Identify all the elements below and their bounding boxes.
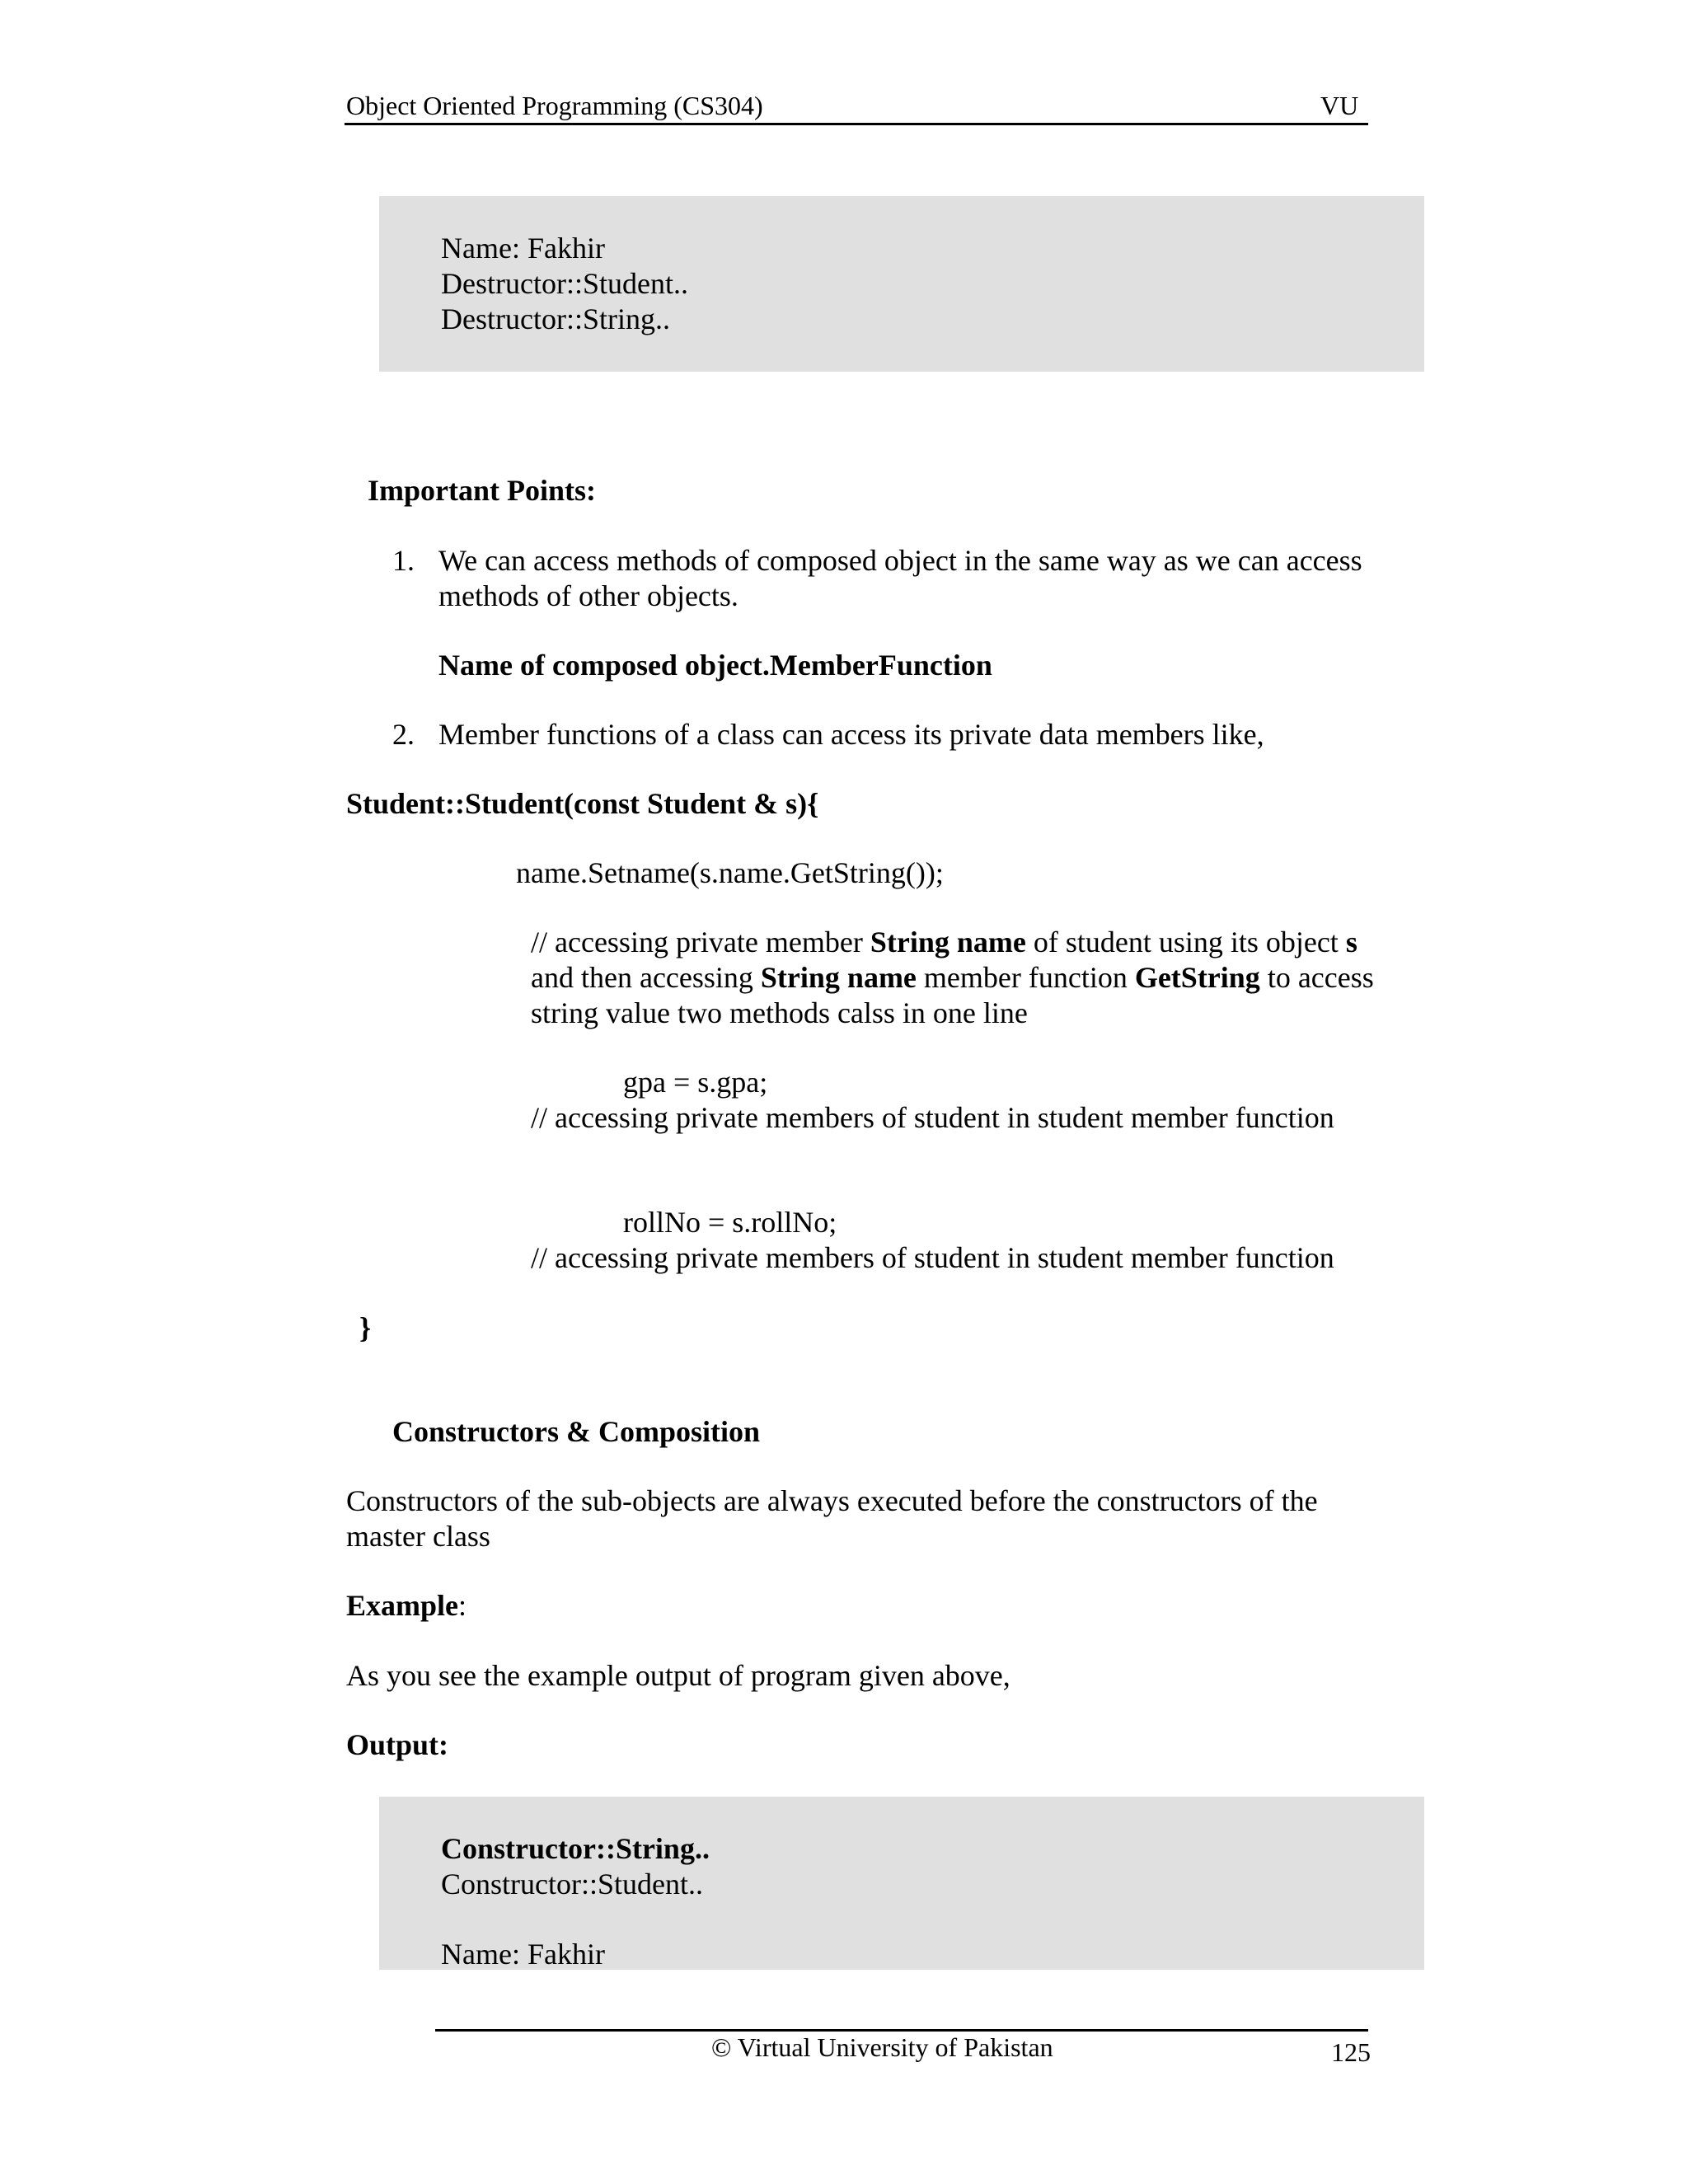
code-comment-1-line-2: and then accessing String name member function GetString to access <box>531 961 1374 994</box>
example-text: As you see the example output of program given above, <box>346 1659 1010 1692</box>
code-comment-2: // accessing private members of student in student member function <box>531 1101 1334 1134</box>
code-statement-rollno: rollNo = s.rollNo; <box>623 1206 837 1239</box>
footer-page-number: 125 <box>1331 2037 1371 2067</box>
top-box-line-3: Destructor::String.. <box>441 302 670 335</box>
top-box-line-2: Destructor::Student.. <box>441 267 688 300</box>
code-comment-1-line-3: string value two methods calss in one line <box>531 996 1028 1029</box>
running-header-title: Object Oriented Programming (CS304) <box>346 91 763 120</box>
top-box-line-1: Name: Fakhir <box>441 232 605 265</box>
list-item-1-line-1: We can access methods of composed object in the same way as we can access <box>438 544 1362 577</box>
bottom-box-line-3: Name: Fakhir <box>441 1938 605 1971</box>
code-comment-3: // accessing private members of student in student member function <box>531 1241 1334 1274</box>
header-rule <box>345 123 1368 125</box>
running-header-right: VU <box>1320 91 1359 120</box>
section-paragraph-line-2: master class <box>346 1520 490 1553</box>
section-paragraph-line-1: Constructors of the sub-objects are always executed before the constructors of the <box>346 1484 1318 1517</box>
bottom-box-line-2: Constructor::Student.. <box>441 1868 703 1900</box>
list-number-1: 1. <box>392 544 415 577</box>
code-statement-setname: name.Setname(s.name.GetString()); <box>516 856 944 889</box>
code-signature: Student::Student(const Student & s){ <box>346 787 819 820</box>
list-number-2: 2. <box>392 718 415 751</box>
footer-rule <box>435 2029 1368 2032</box>
important-points-heading: Important Points: <box>368 474 596 507</box>
output-label: Output: <box>346 1728 449 1761</box>
list-item-1-line-2: methods of other objects. <box>438 579 738 612</box>
code-statement-gpa: gpa = s.gpa; <box>623 1066 768 1099</box>
code-comment-1-line-1: // accessing private member String name of student using its object s <box>531 926 1357 958</box>
bottom-box-line-1: Constructor::String.. <box>441 1832 710 1865</box>
list-item-2-text: Member functions of a class can access its private data members like, <box>438 718 1264 751</box>
example-label: Example: <box>346 1589 467 1622</box>
code-closing-brace: } <box>359 1311 372 1344</box>
list-item-1-emphasis: Name of composed object.MemberFunction <box>438 649 992 682</box>
section-heading: Constructors & Composition <box>392 1415 760 1448</box>
footer-copyright: © Virtual University of Pakistan <box>711 2032 1053 2062</box>
